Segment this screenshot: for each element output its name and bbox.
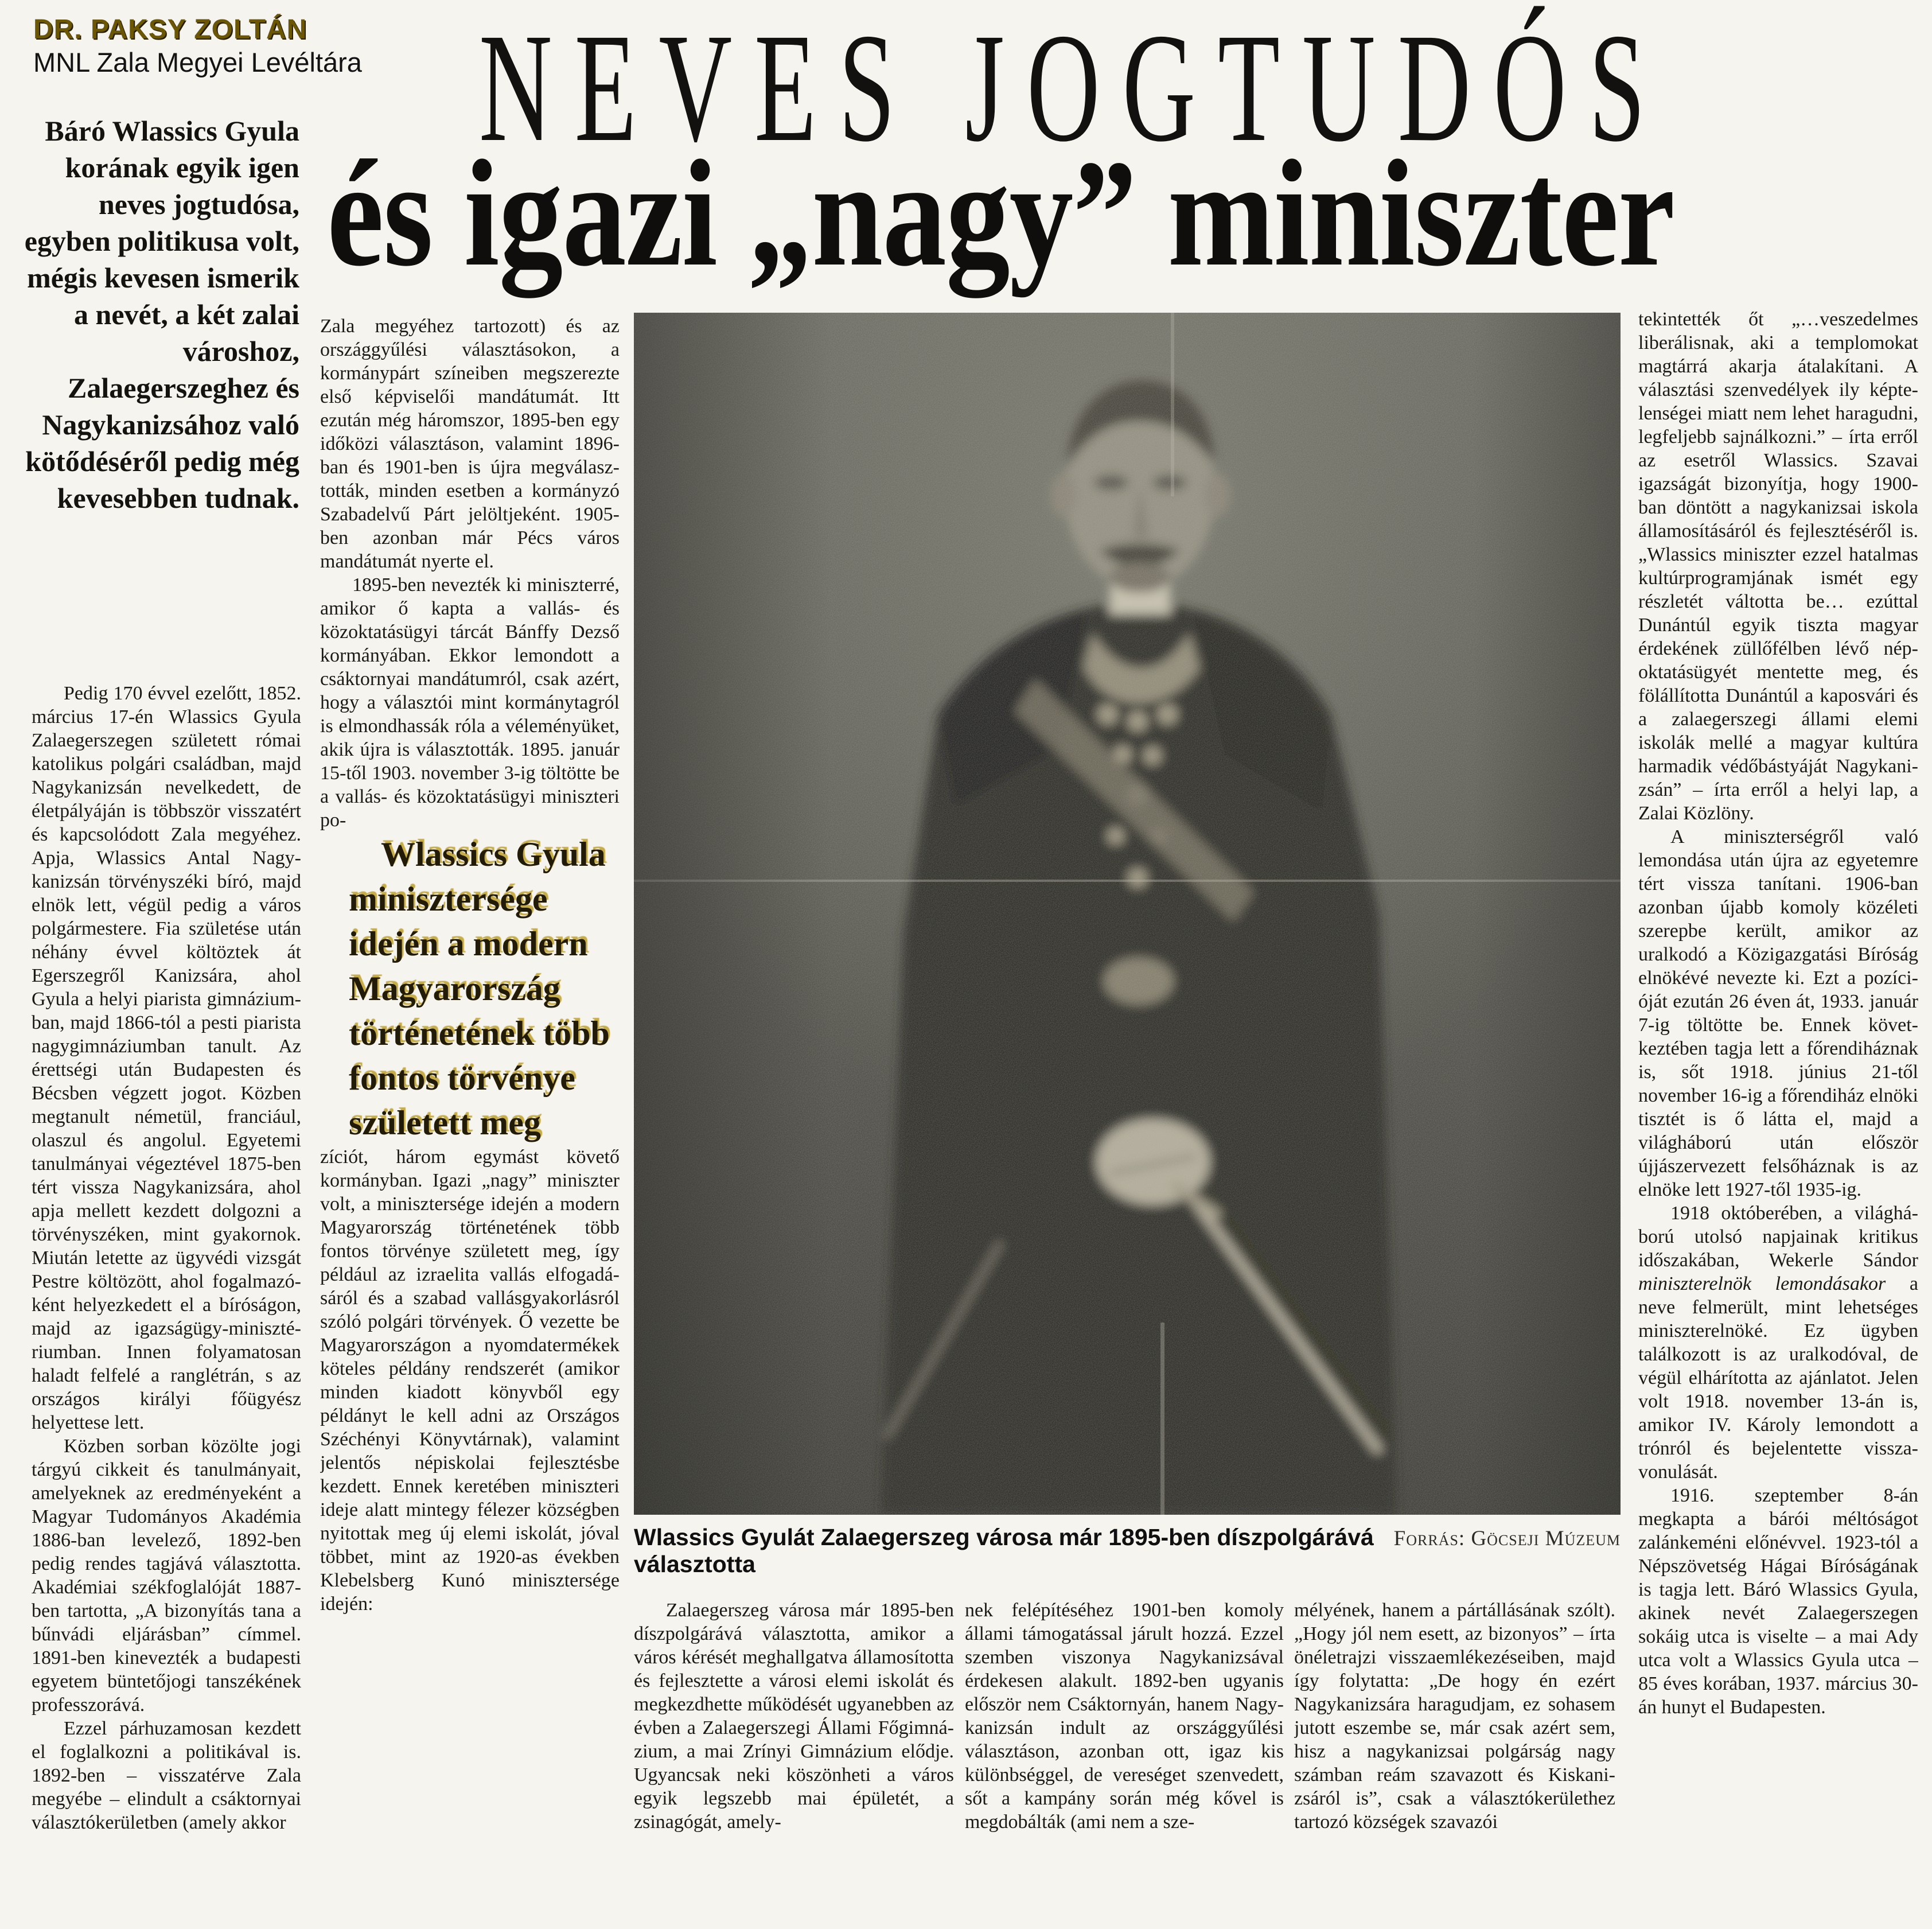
paragraph-segment-italic: miniszterelnök lemondásakor: [1638, 1273, 1886, 1294]
body-column-1: [32, 682, 301, 1929]
intro-lede: Báró Wlassics Gyula korának egyik igen neves jogtudósa, egyben politikusa volt, mégis kevesen ismerik a nevét, a két zalai városhoz, Zalaegerszeghez és Nagykanizsához való kötődéséről pedig még kevesebben tudnak.: [24, 115, 299, 514]
headline-line2: és igazi „nagy” miniszter: [327, 129, 1674, 298]
paragraph-segment: a neve felmerült, mint lehetséges miniszterelnöké. Ez ügyben találkozott is az uralkodóval, de végül elhárította az ajánlatot. Jelen volt 1918. november 13-án is, amikor IV. Károly lemondott a trónról és bejelentette visszavonulását.: [1638, 1273, 1918, 1483]
byline-block: [33, 14, 362, 78]
photo-caption-bar: [634, 1524, 1621, 1578]
paragraph: Zalaegerszeg városa már 1895-ben díszpolgárává választotta, amikor a város kérését meghallgatva államosította és fejlesztette a városi elemi iskolát és megkezdhette működését ugyanebben az évben a Zalaegerszegi Állami Főgimnázium, a mai Zrínyi Gimnázium elődje. Ugyancsak neki köszönheti a város egyik legszebb mai épületét, a zsinagógát, amely-: [634, 1600, 954, 1833]
photo-caption: Wlassics Gyulát Zalaegerszeg városa már 1895-ben díszpolgárává választotta: [634, 1524, 1374, 1577]
paragraph: 1916. szeptember 8-án megkapta a bárói méltóságot zalánkeméni előnévvel. 1923-tól a Népszövetség Hágai Bíróságának is tagja lett. Báró Wlassics Gyula, akinek nevét Zalaegerszegen sokáig utca is viselte – a mai Ady utca volt a Wlassics Gyula utca – 85 éves korában, 1937. március 30-án hunyt el Budapesten.: [1638, 1485, 1918, 1718]
body-column-2: [320, 314, 620, 1929]
paragraph: A miniszterségről való lemondása után újra az egyetemre tért vissza tanítani. 1906-ban azonban újabb komoly közéleti szerepbe került, amikor az uralkodó a Közigazgatási Bíróság elnökévé nevezte ki. Ezt a pozícióját ezután 26 éven át, 1933. január 7-ig töltötte be. Ennek következtében tagja lett a főrendiháznak is, sőt 1918. június 21-től november 16-ig a főrendiház elnöki tisztét is ő látta el, majd a világháború után először újjászervezett felsőháznak is az elnöke lett 1927-től 1935-ig.: [1638, 826, 1918, 1200]
body-column-5: [1294, 1599, 1615, 1929]
paragraph: tekintették őt „…veszedelmes liberálisnak, aki a templomokat magtárrá akarja átalakítani. A választási szenvedélyek ily képtelenségei miatt nem lehet haragudni, legfeljebb sajnálkozni.” – írta erről az esetről Wlassics. Szavai igazságát bizonyítja, hogy 1900-ban döntött a nagykanizsai iskola államosításáról és fejlesztéséről is. „Wlassics miniszter ezzel hatalmas kultúrprogramjának ismét egy részletét váltotta be… ezúttal Dunántúl egyik tiszta magyar érdekének züllőfélben lévő népoktatásügyét mentette meg, és fölállította Dunántúl a kaposvári és a zalaegerszegi állami elemi iskolák mellé a magyar kultúra harmadik védőbástyáját Nagykanizsán” – írta erről a helyi lap, a Zalai Közlöny.: [1638, 309, 1918, 824]
paragraph: Zala megyéhez tartozott) és az országgyűlési választásokon, a kormánypárt színeiben megszerezte első képviselői mandátumát. Itt ezután még háromszor, 1895-ben egy időközi választáson, valamint 1896-ban és 1901-ben is újra megválasztották, minden esetben a kormányzó Szabadelvű Párt jelöltjeként. 1905-ben azonban már Pécs város mandátumát nyerte el.: [320, 316, 620, 572]
paragraph-segment: 1918 októberében, a világháború utolsó napjainak kritikus időszakában, Wekerle Sándor: [1638, 1203, 1918, 1271]
author-name: DR. PAKSY ZOLTÁN: [33, 14, 307, 45]
paragraph: Pedig 170 évvel ezelőtt, 1852. március 17-én Wlassics Gyula Zalaegerszegen született római katolikus polgári családban, majd Nagykanizsán nevelkedett, de életpályáján is többször visszatért és kapcsolódott Zala megyéhez. Apja, Wlassics Antal Nagykanizsán törvényszéki bíró, majd elnök lett, végül pedig a város polgármestere. Fia születése után néhány évvel költöztek át Egerszegről Kanizsára, ahol Gyula a helyi piarista gimnáziumban, majd 1866-tól a pesti piarista nagygimnáziumban tanult. Az érettségi után Budapesten és Bécsben végzett jogot. Közben megtanult németül, franciául, olaszul és angolul. Egyetemi tanulmányai végeztével 1875-ben tért vissza Nagykanizsára, ahol apja mellett kezdett dolgozni a törvényszéken, mint gyakornok. Miután letette az ügyvédi vizsgát Pestre költözött, ahol fogalmazóként helyezkedett el a bíróságon, majd az igazságügy-minisztériumban. Innen folyamatosan haladt felfelé a ranglétrán, s az országos királyi főügyész helyettese lett.: [32, 683, 301, 1433]
paragraph: Ezzel párhuzamosan kezdett el foglalkozni a politikával is. 1892-ben – visszatérve Zala megyébe – elindult a csáktornyai választókerületben (amely akkor: [32, 1718, 301, 1833]
paragraph: Közben sorban közölte jogi tárgyú cikkeit és tanulmányait, amelyeknek az eredményeként a Magyar Tudományos Akadémia 1886-ban levelező, 1892-ben pedig rendes tagjává választotta. Akadémiai székfoglalóját 1887-ben tartotta, „A bizonyítás tana a bűnvádi eljárásban” címmel. 1891-ben kinevezték a budapesti egyetem büntetőjogi tanszékének professzorává.: [32, 1436, 301, 1716]
portrait-photo-graphic: [634, 313, 1621, 1515]
paragraph: mélyének, hanem a pártállásának szólt). „Hogy jól nem esett, az bizonyos” – írta önéletrajzi visszaemlékezéseiben, majd így folytatta: „De hogy én ezért Nagykanizsára haragudjam, ez sohasem jutott eszembe se, már csak azért sem, hisz a nagykanizsai polgárság nagy számban reám szavazott és Kiskanizsáról is”, csak a választókerülethez tartozó községek szavazói: [1294, 1600, 1615, 1833]
paragraph: zíciót, három egymást követő kormányban. Igazi „nagy” miniszter volt, a minisztersége idején a modern Magyarország történetének több fontos törvénye született meg, így például az izraelita vallás elfogadásáról és a szabad vallásgyakorlásról szóló polgári törvények. Ő vezette be Magyarországon a nyomdatermékek köteles példány rendszerét (amikor minden kiadott könyvből egy példányt le kell adni az Országos Széchényi Könyvtárnak), valamint jelentős népiskolai fejlesztésbe kezdett. Ennek keretében miniszteri ideje alatt mintegy félezer községben nyitottak meg új elemi iskolát, jóval többet, mint az 1920-as években Klebelsberg Kunó minisztersége idején:: [320, 1146, 620, 1615]
body-column-6: [1638, 308, 1918, 1929]
photo-credit: Forrás: Göcseji Múzeum: [1393, 1527, 1621, 1550]
author-affiliation: MNL Zala Megyei Levéltára: [33, 46, 362, 77]
body-column-4: [965, 1599, 1284, 1929]
headline-line1: NEVES JOGTUDÓS: [479, 1, 1668, 174]
body-column-3: [634, 1599, 954, 1929]
paragraph: nek felépítéséhez 1901-ben komoly állami támogatással járult hozzá. Ezzel szemben viszonya Nagykanizsával érdekesen alakult. 1892-ben ugyanis először nem Csáktornyán, hanem Nagykanizsán indult az országgyűlési választáson, azonban ott, igaz kis különbséggel, de vereséget szenvedett, sőt a kampány során még kővel is megdobálták (ami nem a sze-: [965, 1600, 1284, 1833]
paragraph: [1638, 1201, 1918, 1484]
paragraph: 1895-ben nevezték ki miniszterré, amikor ő kapta a vallás- és közoktatásügyi tárcát Bánffy Dezső kormányában. Ekkor lemondott a csáktornyai mandátumról, csak azért, hogy a választói mint kormánytagról is elmondhassák róla a véleményüket, akik újra is választották. 1895. január 15-től 1903. november 3-ig töltötte be a vallás- és közoktatásügyi miniszteri po-: [320, 574, 620, 831]
portrait-photo: [634, 313, 1621, 1515]
pull-quote: Wlassics Gyula minisztersége idején a modern Magyarország történetének több fontos törvénye született meg: [349, 835, 610, 1142]
